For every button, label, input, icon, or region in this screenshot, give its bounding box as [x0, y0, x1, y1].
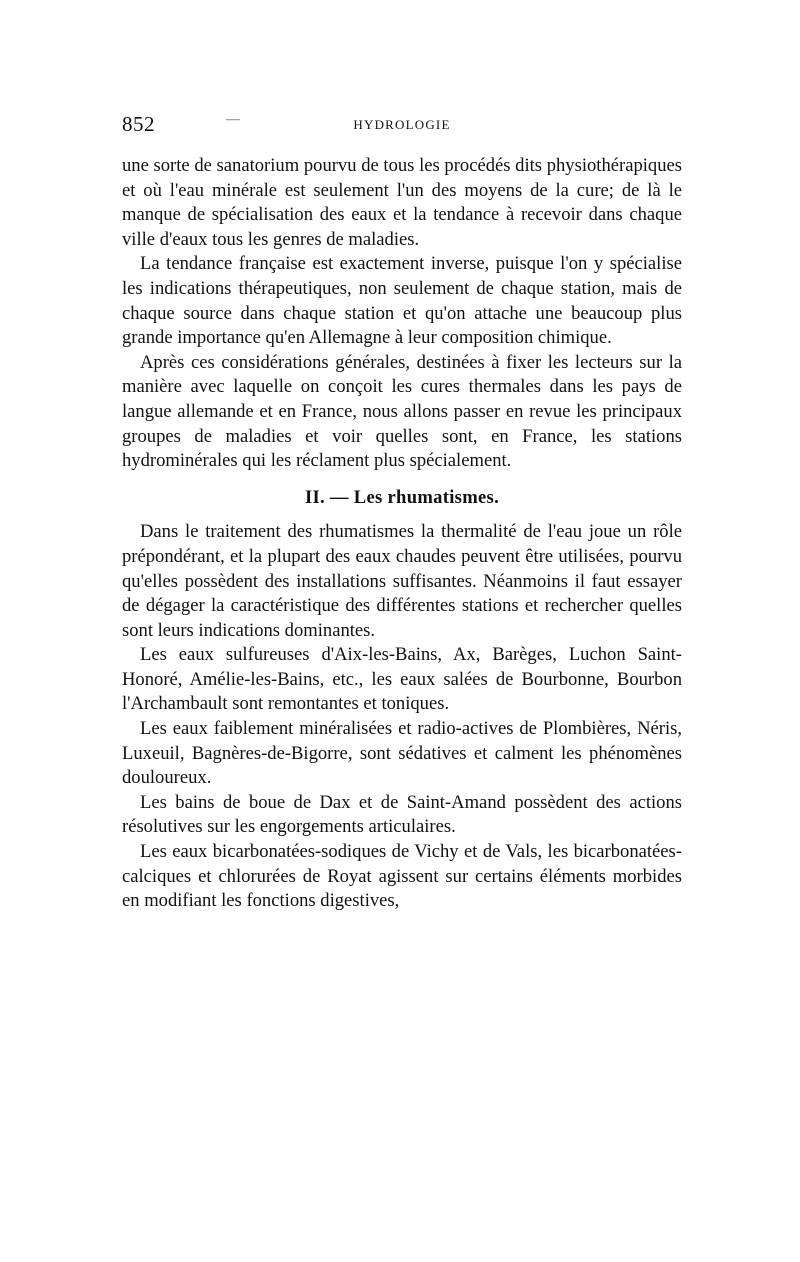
paragraph: Après ces considérations générales, destinées à fixer les lecteurs sur la manière avec laquelle on conçoit les cures thermales dans les pays de langue allemande et en France, nous allons passer en revue les principaux groupes de maladies et voir quelles sont, en France, les stations hydrominérales qui les réclament plus spécialement. — [122, 351, 682, 472]
header-dash: — — [226, 112, 240, 127]
paragraph: Les bains de boue de Dax et de Saint-Amand possèdent des actions résolutives sur les engorgements articulaires. — [122, 791, 682, 838]
book-page — [122, 112, 682, 914]
section-heading: II. — Les rhumatismes. — [304, 486, 500, 508]
page-number: 852 — [122, 112, 155, 136]
paragraph: Les eaux sulfureuses d'Aix-les-Bains, Ax, Barèges, Luchon Saint-Honoré, Amélie-les-Bains, etc., les eaux salées de Bourbonne, Bourbon l'Archambault sont remontantes et toniques. — [122, 644, 682, 715]
running-title: HYDROLOGIE — [353, 117, 451, 132]
paragraph: Les eaux faiblement minéralisées et radio-actives de Plombières, Néris, Luxeuil, Bagnères-de-Bigorre, sont sédatives et calment les phénomènes douloureux. — [122, 718, 682, 789]
paragraph: Dans le traitement des rhumatismes la thermalité de l'eau joue un rôle prépondérant, et la plupart des eaux chaudes peuvent être utilisées, pourvu qu'elles possèdent des installations suffisantes. Néanmoins il faut essayer de dégager la caractéristique des différentes stations et rechercher quelles sont leurs indications dominantes. — [122, 521, 682, 641]
body-text — [122, 154, 682, 914]
paragraph: Les eaux bicarbonatées-sodiques de Vichy et de Vals, les bicarbonatées-calciques et chlorurées de Royat agissent sur certains éléments morbides en modifiant les fonctions digestives, — [122, 841, 682, 912]
running-head — [122, 112, 682, 140]
paragraph: La tendance française est exactement inverse, puisque l'on y spécialise les indications thérapeutiques, non seulement de chaque station, mais de chaque source dans chaque station et qu'on attache une beaucoup plus grande importance qu'en Allemagne à leur composition chimique. — [122, 253, 682, 349]
paragraph: une sorte de sanatorium pourvu de tous les procédés dits physiothérapiques et où l'eau minérale est seulement l'un des moyens de la cure; de là le manque de spécialisation des eaux et la tendance à recevoir dans chaque ville d'eaux tous les genres de maladies. — [122, 155, 682, 250]
